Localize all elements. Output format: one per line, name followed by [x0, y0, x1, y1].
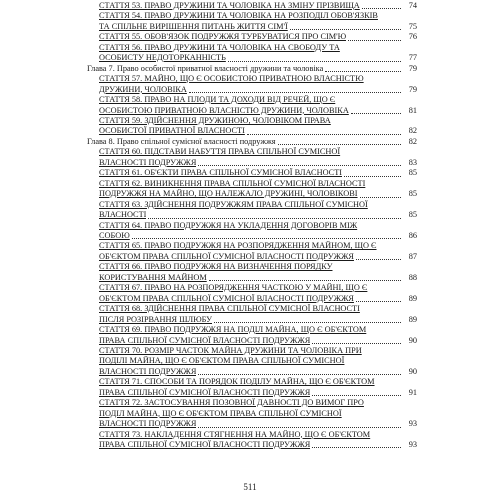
dot-leader: [348, 39, 401, 41]
toc-article-entry: [87, 377, 417, 398]
toc-entry-line: [99, 116, 403, 126]
toc-entry-line: ПІСЛЯ РОЗІРВАННЯ ШЛЮБУ 89: [99, 314, 417, 324]
toc-entry-text: СТАТТЯ 71. СПОСОБИ ТА ПОРЯДОК ПОДІЛУ МАЙНА, ЩО Є ОБ'ЄКТОМ: [99, 377, 375, 387]
dot-leader: [209, 279, 401, 281]
toc-entry-text: СТАТТЯ 68. ЗДІЙСНЕННЯ ПРАВА СПІЛЬНОЇ СУМІСНОЇ ВЛАСНОСТІ: [99, 304, 360, 314]
toc-entry-line: ПОДРУЖЖЯ НА МАЙНО, ЩО НАЛЕЖАЛО ДРУЖИНІ, ЧОЛОВІКОВІ 85: [99, 189, 417, 199]
dot-leader: [360, 196, 401, 198]
toc-entry-line: [99, 262, 403, 272]
dot-leader: [198, 373, 401, 375]
toc-entry-line: [99, 11, 403, 21]
toc-entry-text: ВЛАСНОСТІ ПОДРУЖЖЯ: [99, 366, 197, 376]
toc-chapter-entry: [87, 64, 417, 74]
toc-entry-line: [99, 200, 403, 210]
dot-leader: [362, 7, 401, 9]
toc-entry-text: ВЛАСНОСТІ ПОДРУЖЖЯ: [99, 157, 197, 167]
toc-entry-line: [99, 304, 403, 314]
toc-article-entry: [87, 168, 417, 178]
dot-leader: [356, 258, 401, 260]
dot-leader: [351, 112, 401, 114]
dot-leader: [198, 164, 401, 166]
toc-entry-line: ОСОБИСТОЮ ПРИВАТНОЮ ВЛАСНІСТЮ ДРУЖИНИ, ЧОЛОВІКА 81: [99, 105, 417, 115]
toc-chapter-entry: [87, 137, 417, 147]
toc-entry-line: ВЛАСНОСТІ 85: [99, 210, 417, 220]
toc-entry-line: [99, 221, 403, 231]
toc-entry-line: Глава 7. Право особистої приватної власності дружини та чоловіка 79: [87, 63, 417, 73]
toc-entry-line: [99, 409, 403, 419]
dot-leader: [228, 60, 401, 62]
toc-entry-line: ВЛАСНОСТІ ПОДРУЖЖЯ 83: [99, 157, 417, 167]
toc-article-entry: [87, 147, 417, 168]
toc-entry-line: [99, 179, 403, 189]
toc-entry-line: ТА СПІЛЬНЕ ВИРІШЕННЯ ПИТАНЬ ЖИТТЯ СІМ'Ї 75: [99, 21, 417, 31]
toc-entry-line: ОБ'ЄКТОМ ПРАВА СПІЛЬНОЇ СУМІСНОЇ ВЛАСНОСТІ ПОДРУЖЖЯ 89: [99, 293, 417, 303]
toc-entry-text: ВЛАСНОСТІ: [99, 210, 147, 220]
dot-leader: [312, 394, 401, 396]
dot-leader: [189, 91, 401, 93]
toc-entry-text: ПРАВА СПІЛЬНОЇ СУМІСНОЇ ВЛАСНОСТІ ПОДРУЖЖЯ: [99, 387, 311, 397]
toc-article-entry: [87, 74, 417, 95]
dot-leader: [312, 342, 401, 344]
toc-entry-text: СОБОЮ: [99, 230, 130, 240]
toc-entry-line: ПРАВА СПІЛЬНОЇ СУМІСНОЇ ВЛАСНОСТІ ПОДРУЖЖЯ 93: [99, 440, 417, 450]
toc-entry-line: [99, 346, 403, 356]
toc-entry-line: [99, 325, 403, 335]
toc-entry-line: Глава 8. Право спільної сумісної власності подружжя 82: [87, 136, 417, 146]
toc-entry-text: ПОДРУЖЖЯ НА МАЙНО, ЩО НАЛЕЖАЛО ДРУЖИНІ, ЧОЛОВІКОВІ: [99, 189, 358, 199]
toc-entry-text: ОБ'ЄКТОМ ПРАВА СПІЛЬНОЇ СУМІСНОЇ ВЛАСНОСТІ ПОДРУЖЖЯ: [99, 251, 354, 261]
toc-entry-line: ОСОБИСТУ НЕДОТОРКАННІСТЬ 77: [99, 53, 417, 63]
toc-entry-text: СТАТТЯ 53. ПРАВО ДРУЖИНИ ТА ЧОЛОВІКА НА ЗМІНУ ПРІЗВИЩА: [99, 1, 360, 10]
toc-article-entry: [87, 179, 417, 200]
dot-leader: [325, 70, 401, 72]
toc-entry-text: СТАТТЯ 67. ПРАВО НА РОЗПОРЯДЖЕННЯ ЧАСТКОЮ У МАЙНІ, ЩО Є: [99, 283, 368, 293]
toc-entry-text: СТАТТЯ 56. ПРАВО ДРУЖИНИ ТА ЧОЛОВІКА НА СВОБОДУ ТА: [99, 42, 340, 52]
toc-article-entry: [87, 398, 417, 429]
toc-article-entry: [87, 11, 417, 32]
toc-entry-line: [99, 95, 403, 105]
dot-leader: [214, 321, 401, 323]
toc-entry-text: КОРИСТУВАННЯ МАЙНОМ: [99, 272, 207, 282]
toc-article-entry: [87, 43, 417, 64]
toc-entry-text: Глава 8. Право спільної сумісної власності подружжя: [87, 136, 276, 146]
toc-entry-text: ВЛАСНОСТІ ПОДРУЖЖЯ: [99, 419, 197, 429]
toc-entry-line: СТАТТЯ 61. ОБ'ЄКТИ ПРАВА СПІЛЬНОЇ СУМІСНОЇ ВЛАСНОСТІ 85: [99, 168, 417, 178]
toc-article-entry: [87, 262, 417, 283]
toc-article-entry: [87, 200, 417, 221]
toc-entry-line: КОРИСТУВАННЯ МАЙНОМ 88: [99, 272, 417, 282]
toc-entry-text: Глава 7. Право особистої приватної власності дружини та чоловіка: [87, 63, 324, 73]
toc-entry-text: ПІСЛЯ РОЗІРВАННЯ ШЛЮБУ: [99, 314, 213, 324]
toc-article-entry: [87, 304, 417, 325]
toc-entry-text: ПОДІЛІ МАЙНА, ЩО Є ОБ'ЄКТОМ ПРАВА СПІЛЬНОЇ СУМІСНОЇ: [99, 356, 345, 366]
toc-entry-line: СТАТТЯ 55. ОБОВ'ЯЗОК ПОДРУЖЖЯ ТУРБУВАТИСЯ ПРО СІМ'Ю 76: [99, 32, 417, 42]
dot-leader: [312, 446, 401, 448]
toc-entry-line: [99, 430, 403, 440]
toc-entry-line: ДРУЖИНИ, ЧОЛОВІКА 79: [99, 84, 417, 94]
toc-entry-line: ОСОБИСТОЇ ПРИВАТНОЇ ВЛАСНОСТІ 82: [99, 126, 417, 136]
toc-entry-line: ОБ'ЄКТОМ ПРАВА СПІЛЬНОЇ СУМІСНОЇ ВЛАСНОСТІ ПОДРУЖЖЯ 87: [99, 251, 417, 261]
dot-leader: [356, 300, 401, 302]
toc-entry-text: СТАТТЯ 63. ЗДІЙСНЕННЯ ПОДРУЖЖЯМ ПРАВА СПІЛЬНОЇ СУМІСНОЇ: [99, 199, 368, 209]
toc-entry-text: ТА СПІЛЬНЕ ВИРІШЕННЯ ПИТАНЬ ЖИТТЯ СІМ'Ї: [99, 21, 288, 31]
toc-entry-line: [99, 43, 403, 53]
toc-entry-line: [99, 283, 403, 293]
toc-article-entry: [87, 221, 417, 242]
toc-entry-text: ОСОБИСТОЮ ПРИВАТНОЮ ВЛАСНІСТЮ ДРУЖИНИ, ЧОЛОВІКА: [99, 105, 349, 115]
toc-entry-text: СТАТТЯ 65. ПРАВО ПОДРУЖЖЯ НА РОЗПОРЯДЖЕННЯ МАЙНОМ, ЩО Є: [99, 241, 377, 251]
toc-entry-text: СТАТТЯ 62. ВИНИКНЕННЯ ПРАВА СПІЛЬНОЇ СУМІСНОЇ ВЛАСНОСТІ: [99, 178, 366, 188]
toc-entry-text: СТАТТЯ 61. ОБ'ЄКТИ ПРАВА СПІЛЬНОЇ СУМІСНОЇ ВЛАСНОСТІ: [99, 168, 343, 178]
toc-entry-text: ОСОБИСТОЇ ПРИВАТНОЇ ВЛАСНОСТІ: [99, 126, 245, 136]
dot-leader: [290, 28, 401, 30]
toc-entry-line: [99, 356, 403, 366]
toc-entry-line: [99, 74, 403, 84]
toc-entry-line: СТАТТЯ 53. ПРАВО ДРУЖИНИ ТА ЧОЛОВІКА НА ЗМІНУ ПРІЗВИЩА 74: [99, 1, 417, 10]
toc-entry-text: ОБ'ЄКТОМ ПРАВА СПІЛЬНОЇ СУМІСНОЇ ВЛАСНОСТІ ПОДРУЖЖЯ: [99, 293, 354, 303]
toc-entry-line: ВЛАСНОСТІ ПОДРУЖЖЯ 93: [99, 419, 417, 429]
toc-entry-text: СТАТТЯ 69. ПРАВО ПОДРУЖЖЯ НА ПОДІЛ МАЙНА, ЩО Є ОБ'ЄКТОМ: [99, 325, 367, 335]
toc-article-entry: [87, 430, 417, 451]
toc-entry-text: СТАТТЯ 70. РОЗМІР ЧАСТОК МАЙНА ДРУЖИНИ ТА ЧОЛОВІКА ПРИ: [99, 345, 362, 355]
toc-entry-text: СТАТТЯ 72. ЗАСТОСУВАННЯ ПОЗОВНОЇ ДАВНОСТІ ДО ВИМОГ ПРО: [99, 398, 364, 408]
toc-article-entry: [87, 241, 417, 262]
dot-leader: [344, 175, 401, 177]
toc-entry-text: СТАТТЯ 73. НАКЛАДЕННЯ СТЯГНЕННЯ НА МАЙНО, ЩО Є ОБ'ЄКТОМ: [99, 429, 371, 439]
toc-entry-text: ПРАВА СПІЛЬНОЇ СУМІСНОЇ ВЛАСНОСТІ ПОДРУЖЖЯ: [99, 335, 311, 345]
toc-entry-line: [99, 377, 403, 387]
dot-leader: [198, 426, 401, 428]
toc-article-entry: [87, 325, 417, 346]
toc-article-entry: [87, 346, 417, 377]
toc-entry-text: СТАТТЯ 54. ПРАВО ДРУЖИНИ ТА ЧОЛОВІКА НА РОЗПОДІЛ ОБОВ'ЯЗКІВ: [99, 11, 378, 21]
toc-entry-text: ДРУЖИНИ, ЧОЛОВІКА: [99, 84, 187, 94]
toc-entry-text: ОСОБИСТУ НЕДОТОРКАННІСТЬ: [99, 53, 226, 63]
toc-entry-text: СТАТТЯ 58. ПРАВО НА ПЛОДИ ТА ДОХОДИ ВІД РЕЧЕЙ, ЩО Є: [99, 95, 336, 105]
toc-entry-text: СТАТТЯ 66. ПРАВО ПОДРУЖЖЯ НА ВИЗНАЧЕННЯ ПОРЯДКУ: [99, 262, 333, 272]
toc-entry-text: СТАТТЯ 60. ПІДСТАВИ НАБУТТЯ ПРАВА СПІЛЬНОЇ СУМІСНОЇ: [99, 147, 341, 157]
toc-entry-text: ПОДІЛ МАЙНА, ЩО Є ОБ'ЄКТОМ ПРАВА СПІЛЬНОЇ СУМІСНОЇ: [99, 408, 342, 418]
toc-entry-text: СТАТТЯ 59. ЗДІЙСНЕННЯ ДРУЖИНОЮ, ЧОЛОВІКОМ ПРАВА: [99, 115, 331, 125]
toc-entry-line: ПРАВА СПІЛЬНОЇ СУМІСНОЇ ВЛАСНОСТІ ПОДРУЖЖЯ 91: [99, 387, 417, 397]
toc-entry-line: ПРАВА СПІЛЬНОЇ СУМІСНОЇ ВЛАСНОСТІ ПОДРУЖЖЯ 90: [99, 335, 417, 345]
toc-entry-text: СТАТТЯ 55. ОБОВ'ЯЗОК ПОДРУЖЖЯ ТУРБУВАТИСЯ ПРО СІМ'Ю: [99, 32, 347, 42]
toc-entry-line: [99, 398, 403, 408]
toc-entry-line: [99, 147, 403, 157]
toc-article-entry: [87, 116, 417, 137]
toc-entry-text: СТАТТЯ 64. ПРАВО ПОДРУЖЖЯ НА УКЛАДЕННЯ ДОГОВОРІВ МІЖ: [99, 220, 358, 230]
toc-article-entry: [87, 32, 417, 42]
toc-entry-line: ВЛАСНОСТІ ПОДРУЖЖЯ 90: [99, 366, 417, 376]
dot-leader: [247, 133, 401, 135]
dot-leader: [148, 217, 401, 219]
toc-article-entry: [87, 95, 417, 116]
page-number: 511: [243, 482, 257, 492]
toc-entry-line: СОБОЮ 86: [99, 230, 417, 240]
toc-article-entry: [87, 1, 417, 11]
table-of-contents: [87, 1, 417, 450]
toc-entry-text: СТАТТЯ 57. МАЙНО, ЩО Є ОСОБИСТОЮ ПРИВАТНОЮ ВЛАСНІСТЮ: [99, 74, 364, 84]
toc-entry-line: [99, 241, 403, 251]
toc-article-entry: [87, 283, 417, 304]
toc-entry-text: ПРАВА СПІЛЬНОЇ СУМІСНОЇ ВЛАСНОСТІ ПОДРУЖЖЯ: [99, 440, 311, 450]
dot-leader: [278, 143, 401, 145]
dot-leader: [132, 237, 401, 239]
